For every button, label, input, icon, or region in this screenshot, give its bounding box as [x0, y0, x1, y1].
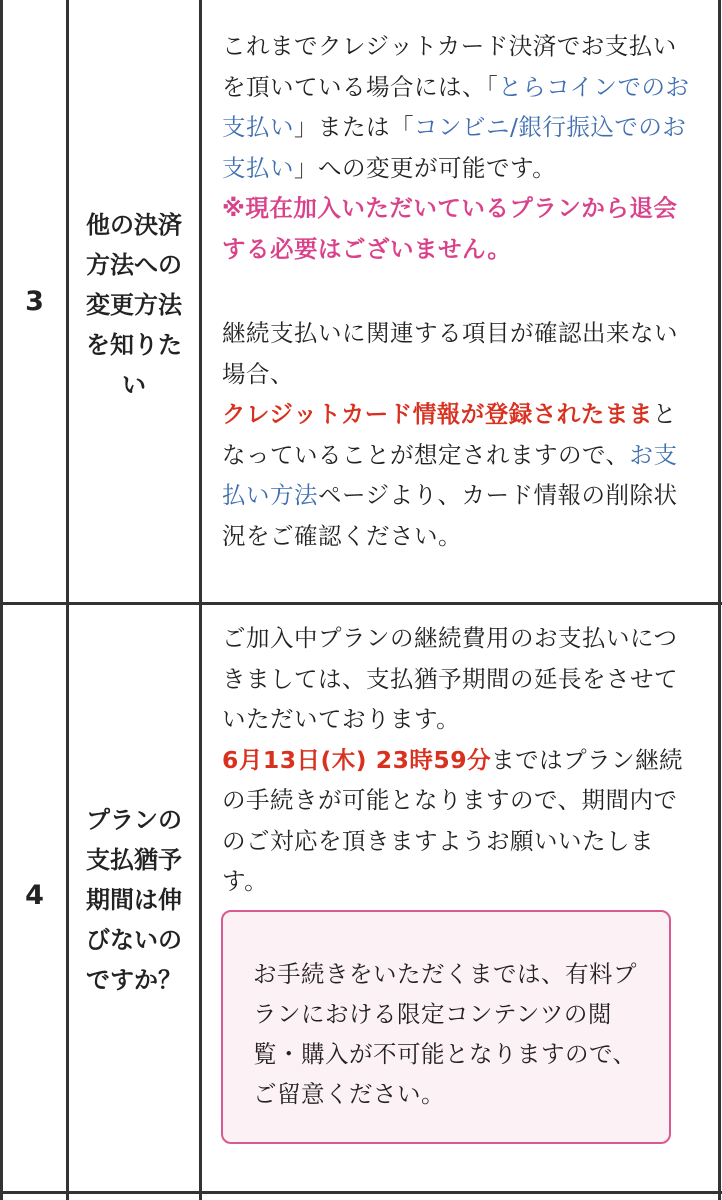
- registered-card-emphasis: クレジットカード情報が登録されたまま: [222, 400, 653, 428]
- question-line: を知りた: [86, 331, 182, 359]
- answer-text: ご加入中プランの継続費用のお支払いにつきましては、支払猶予期間の延長をさせていただいております。: [222, 624, 678, 733]
- question-text: [69, 205, 199, 405]
- question-line: 方法への: [86, 251, 182, 279]
- question-text: [69, 800, 199, 1000]
- payment-method-link[interactable]: お支払い方法: [222, 440, 678, 509]
- answer-text: これまでクレジットカード決済でお支払いを頂いている場合には、「: [222, 32, 677, 101]
- row-number: 4: [25, 880, 44, 911]
- answer-text: 継続支払いに関連する項目が確認出来ない場合、: [222, 319, 678, 388]
- tora-coin-payment-link[interactable]: とらコインでのお支払い: [222, 72, 690, 141]
- question-line: 支払猶予: [86, 846, 182, 874]
- table-divider-number: [66, 0, 69, 1200]
- row-divider: [0, 1191, 722, 1194]
- table-border-right: [718, 0, 721, 1200]
- question-line: 期間は伸: [86, 886, 182, 914]
- answer-paragraph: [222, 618, 700, 902]
- table-border-left: [0, 0, 3, 1200]
- answer-text: 」への変更が可能です。: [294, 153, 557, 182]
- notice-box: [221, 910, 671, 1144]
- notice-text: お手続きをいただくまでは、有料プランにおける限定コンテンツの閲覧・購入が不可能となりますので、ご留意ください。: [253, 960, 637, 1108]
- convenience-bank-payment-link[interactable]: コンビニ/銀行振込でのお支払い: [222, 113, 687, 182]
- question-line: い: [122, 371, 146, 399]
- deadline-emphasis: 6月13日(木) 23時59分: [222, 745, 492, 774]
- answer-text: まではプラン継続の手続きが可能となりますので、期間内でのご対応を頂きますようお願いいたします。: [222, 745, 684, 895]
- question-line: プランの: [86, 806, 182, 834]
- question-line: 変更方法: [86, 291, 182, 319]
- question-line: ですか？: [86, 966, 182, 994]
- question-line: 他の決済: [86, 211, 182, 239]
- cancellation-note: ※現在加入いただいているプランから退会する必要はございません。: [222, 194, 678, 263]
- row-number: 3: [25, 286, 44, 317]
- table-divider-question: [199, 0, 202, 1200]
- answer-text: 」または「: [294, 113, 414, 141]
- answer-text: ページより、カード情報の削除状況をご確認ください。: [222, 481, 678, 550]
- answer-text: となっていることが想定されますので、: [222, 400, 677, 469]
- row-divider: [0, 602, 722, 605]
- answer-paragraph: [222, 313, 700, 556]
- question-line: びないの: [86, 926, 182, 954]
- answer-paragraph: [222, 26, 700, 269]
